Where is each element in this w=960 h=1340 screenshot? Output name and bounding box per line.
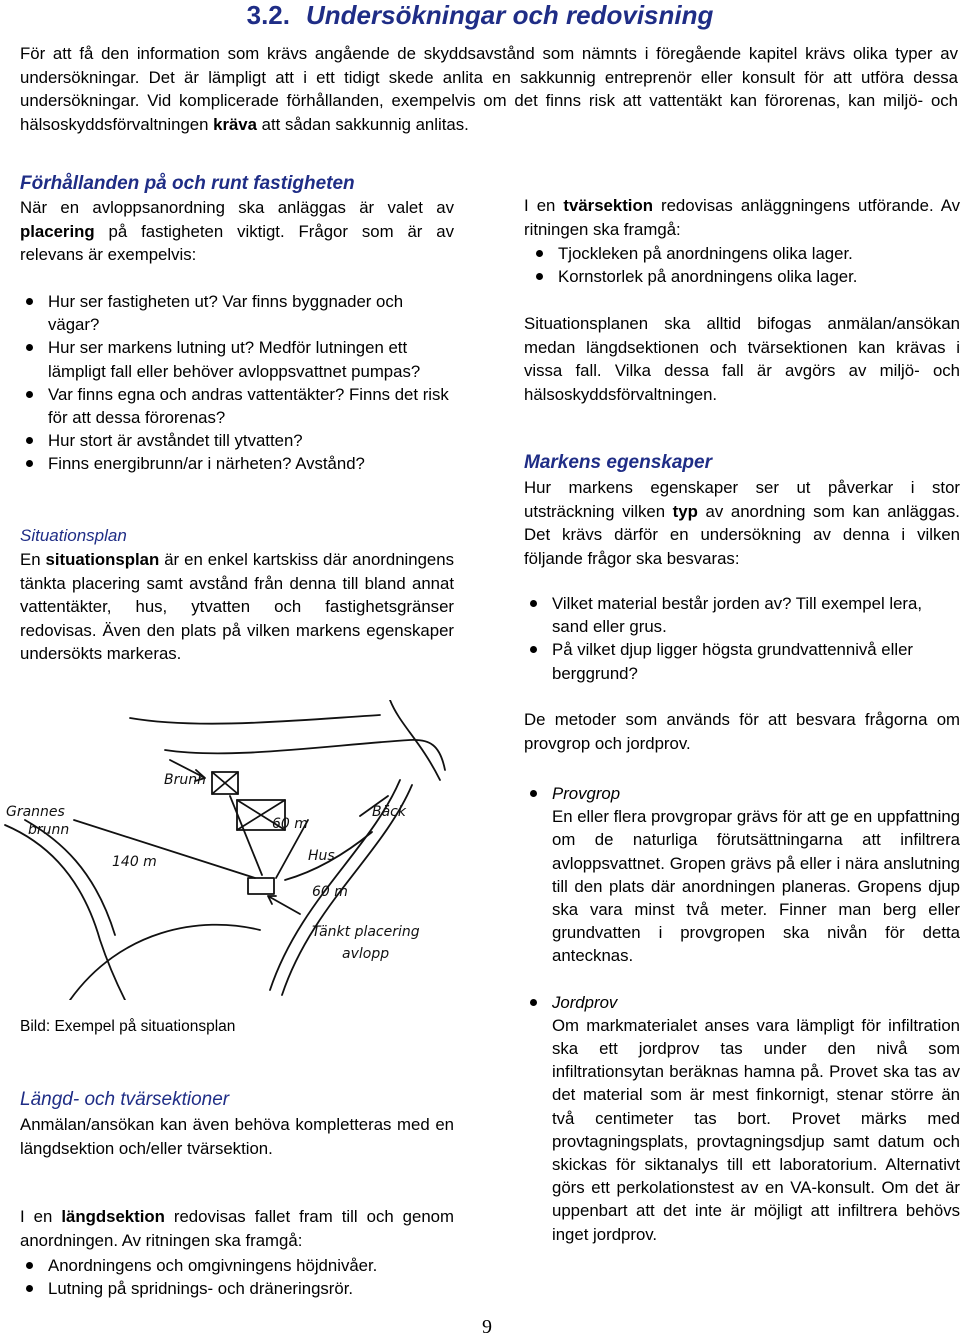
distance-line	[230, 796, 262, 875]
map-label-60m-b: 60 m	[312, 884, 348, 900]
jordprov-title: Jordprov	[552, 992, 618, 1012]
text: Hur markens egenskaper ser ut påverkar i stor utsträckning vilken	[524, 478, 960, 521]
text: En	[20, 550, 46, 569]
list-item: Finns energibrunn/ar i närheten? Avstånd?	[20, 452, 450, 475]
intro-text: För att få den information som krävs angående de skyddsavstånd som nämnts i föregående kapitel krävs olika typer av undersökningar. Det är lämpligt att i ett tidigt skede anlita en sakkunnig entreprenör eller konsult för att utföra dessa undersökningar. Vid komplicerade förhållanden, exempelvis om det finns risk att vattentäkt kan förorenas, kan miljö- och hälsoskyddsförvaltningen	[20, 44, 958, 134]
page-number: 9	[482, 1316, 492, 1338]
text: När en avloppsanordning ska anläggas är valet av	[20, 198, 454, 217]
jordprov-text: Om markmaterialet anses vara lämpligt för infiltration ska ett jordprov tas under den nivå som infiltrationsytan beräknas hamna på. Provet ska tas av det material som är mest finkornigt, stenar större än två centimeter tas bort. Provet märks med provtagningsplats, provtagningsdjup samt datum och skickas för siktanalys till ett laboratorium. Alternativt görs ett perkolationstest av en VA-konsult. Om det är uppenbart att det inte är möjligt att infiltrera behövs inget jordprov.	[552, 1015, 960, 1244]
list-item-provgrop	[524, 782, 960, 968]
list-item: Lutning på spridnings- och dräneringsrör.	[20, 1277, 460, 1300]
text: redovisas anläggningens utförande. Av ritningen ska framgå:	[524, 196, 960, 239]
plot-rect	[248, 878, 274, 894]
langdsektion-paragraph	[20, 1205, 454, 1252]
section-number: 3.2.	[246, 0, 290, 30]
list-item: Hur stort är avståndet till ytvatten?	[20, 429, 450, 452]
situationsplan-info-paragraph: Situationsplanen ska alltid bifogas anmälan/ansökan medan längdsektionen och tvärsektionen kan krävas i vissa fall. Vilka dessa fall är avgörs av miljö- och hälsoskyddsförvaltningen.	[524, 314, 960, 404]
section-heading: Undersökningar och redovisning	[305, 0, 714, 30]
list-item: Tjockleken på anordningens olika lager.	[530, 242, 958, 265]
tvarsektion-list	[530, 242, 958, 288]
heading-situationsplan: Situationsplan	[20, 526, 127, 545]
heading-markens-egenskaper: Markens egenskaper	[524, 452, 712, 473]
map-label-brunn2: Brunn	[164, 772, 206, 788]
text: redovisas fallet fram till och genom anordningen. Av ritningen ska framgå:	[20, 1207, 454, 1250]
placering-paragraph	[20, 196, 454, 267]
site-plan-sketch	[0, 700, 470, 1000]
methods-list	[524, 782, 960, 1246]
heading-forhallanden: Förhållanden på och runt fastigheten	[20, 173, 355, 194]
distance-line	[74, 820, 255, 878]
intro-text-end: att sådan sakkunnig anlitas.	[256, 114, 469, 134]
arrow-tankt	[268, 896, 300, 914]
list-item-jordprov	[524, 991, 960, 1246]
list-item: Vilket material består jorden av? Till exempel lera, sand eller grus.	[524, 592, 960, 638]
section-title	[0, 0, 960, 30]
text: av anordning som kan anläggas. Det krävs därför en undersökning av denna i vilken följande frågor ska besvaras:	[524, 501, 960, 568]
heading-langd-tvar: Längd- och tvärsektioner	[20, 1089, 230, 1110]
bold-text: längdsektion	[61, 1207, 165, 1226]
text: I en	[20, 1207, 62, 1226]
map-label-avlopp: avlopp	[342, 946, 390, 962]
list-item: Hur ser fastigheten ut? Var finns byggnader och vägar?	[20, 290, 450, 336]
map-label-brunn: brunn	[28, 822, 70, 838]
contour-line	[130, 715, 380, 724]
bold-text: placering	[20, 221, 95, 241]
map-label-140m: 140 m	[112, 854, 157, 870]
intro-bold: kräva	[213, 114, 257, 134]
provgrop-text: En eller flera provgropar grävs för att ge en uppfattning om de naturliga förutsättningarna att infiltrera avloppsvattnet. Gropen grävs på eller i nära anslutning till den plats där anordningen planeras. Gropens djup ska vara minst två meter. Finner man berg eller grundvatten i provgropen ska nivån för detta antecknas.	[552, 807, 960, 966]
markens-list	[524, 592, 960, 685]
komplettering-paragraph: Anmälan/ansökan kan även behöva kompletteras med en längdsektion och/eller tvärsektion.	[20, 1115, 454, 1158]
map-label-tankt: Tänkt placering	[312, 924, 420, 940]
map-label-hus: Hus	[308, 848, 335, 864]
list-item: Var finns egna och andras vattentäkter? Finns det risk för att dessa förorenas?	[20, 383, 450, 429]
list-item: Hur ser markens lutning ut? Medför lutningen ett lämpligt fall eller behöver avloppsvattnet pumpas?	[20, 336, 450, 382]
text: är en enkel kartskiss där anordningens tänkta placering samt avstånd från denna till bland annat vattentäkter, hus, ytvatten och fastighetsgränser redovisas. Även den plats på vilken markens egenskaper undersökts markeras.	[20, 550, 454, 663]
bold-text: tvärsektion	[563, 196, 653, 215]
provgrop-title: Provgrop	[552, 784, 621, 803]
map-label-back: Bäck	[372, 804, 406, 820]
text: på fastigheten viktigt. Frågor som är av relevans är exempelvis:	[20, 221, 454, 264]
map-label-grannes: Grannes	[6, 804, 65, 820]
map-label-60m: 60 m	[272, 816, 308, 832]
bold-text: situationsplan	[45, 550, 160, 569]
image-caption: Bild: Exempel på situationsplan	[20, 1018, 236, 1035]
list-item: Kornstorlek på anordningens olika lager.	[530, 265, 958, 288]
questions-list	[20, 290, 450, 476]
list-item: Anordningens och omgivningens höjdnivåer.	[20, 1254, 460, 1277]
text: I en	[524, 196, 564, 215]
well-cross	[212, 772, 238, 794]
tvarsektion-paragraph	[524, 194, 960, 241]
intro-paragraph	[20, 42, 958, 136]
langdsektion-list	[20, 1254, 460, 1300]
bold-text: typ	[672, 501, 698, 521]
situationsplan-paragraph	[20, 548, 454, 666]
markens-paragraph	[524, 476, 960, 570]
contour-line	[165, 740, 445, 770]
metoder-paragraph: De metoder som används för att besvara frågorna om provgrop och jordprov.	[524, 710, 960, 753]
list-item: På vilket djup ligger högsta grundvattennivå eller berggrund?	[524, 638, 960, 684]
